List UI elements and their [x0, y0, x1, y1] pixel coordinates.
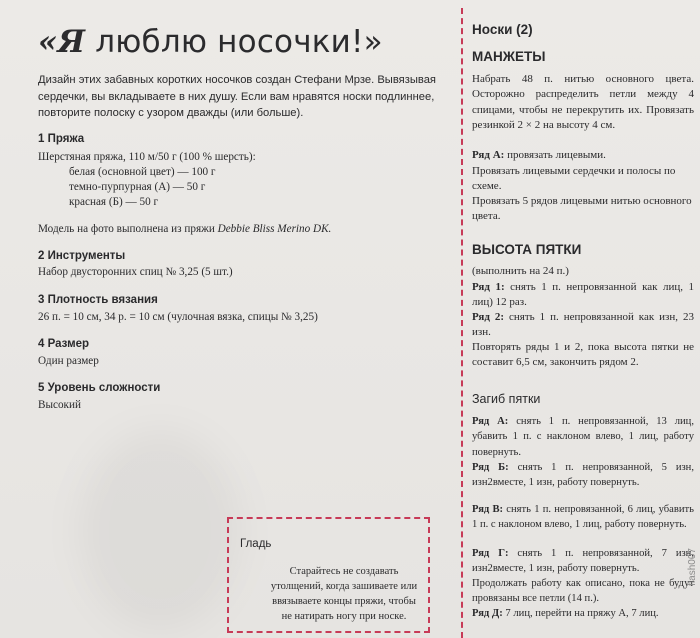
title-quote-open: «Я: [38, 24, 86, 60]
row-a-line: [472, 148, 694, 163]
heel-row-2: [472, 310, 694, 341]
tools-heading: 2 Инструменты: [38, 250, 126, 262]
row-a-label: Ряд А:: [472, 149, 505, 161]
model-yarn-brand: Debbie Bliss Merino DK.: [217, 223, 332, 235]
intro-paragraph: Дизайн этих забавных коротких носочков создан Стефани Мрзе. Вывязывая сердечки, вы вкладываете в них душу. Если вам нравятся носки подлиннее, повторите полоску с узором дважды (или больше).: [38, 74, 436, 119]
tools-text: Набор двусторонних спиц № 3,25 (5 шт.): [38, 266, 233, 278]
column-divider: [461, 8, 463, 638]
yarn-heading: 1 Пряжа: [38, 133, 85, 145]
turn-row-b-label: Ряд Б:: [472, 462, 509, 473]
turn-row-d-text: 7 лиц, перейти на пряжу А, 7 лиц.: [502, 608, 659, 619]
cuffs-title: МАНЖЕТЫ: [472, 49, 546, 64]
heel-row-2-text: снять 1 п. непровязанной как изн, 23 изн.: [472, 311, 694, 339]
page-shadow: [80, 430, 240, 630]
socks-title: Носки (2): [472, 22, 533, 37]
heel-row-2-label: Ряд 2:: [472, 311, 505, 323]
yarn-color-red: красная (Б) — 50 г: [69, 196, 159, 208]
size-text: Один размер: [38, 355, 99, 367]
hearts-text: Провязать лицевыми сердечки и полосы по схеме.: [472, 165, 676, 193]
gauge-heading: 3 Плотность вязания: [38, 294, 158, 306]
title-rest: люблю носочки!»: [95, 24, 383, 60]
row-a-text: провязать лицевыми.: [504, 149, 606, 161]
turn-row-g-label: Ряд Г:: [472, 548, 509, 559]
yarn-line: Шерстяная пряжа, 110 м/50 г (100 % шерсть):: [38, 151, 256, 163]
tip-title: Гладь: [240, 538, 272, 550]
turn-row-d: [472, 606, 694, 621]
difficulty-heading: 5 Уровень сложности: [38, 382, 161, 394]
turn-row-a-text: снять 1 п. непровязанной, 13 лиц, убавить 1 п. с наклоном влево, 1 лиц, работу повернуть.: [472, 416, 694, 458]
heel-note: (выполнить на 24 п.): [472, 265, 569, 277]
heel-row-1-label: Ряд 1:: [472, 281, 505, 293]
gauge-text: 26 п. = 10 см, 34 р. = 10 см (чулочная вязка, спицы № 3,25): [38, 311, 318, 323]
size-heading: 4 Размер: [38, 338, 90, 350]
heel-row-1: [472, 280, 694, 311]
heel-row-1-text: снять 1 п. непровязанной как лиц, 1 лиц) 12 раз.: [472, 281, 694, 309]
watermark: flash007: [687, 548, 698, 586]
continue-text: Продолжать работу как описано, пока не будут провязаны все петли (14 п.).: [472, 578, 694, 605]
yarn-color-purple: темно-пурпурная (А) — 50 г: [69, 181, 206, 193]
turn-row-d-label: Ряд Д:: [472, 608, 503, 619]
tip-text: Старайтесь не создавать утолщений, когда зашиваете или ввязываете концы пряжи, чтобы не натирать ногу при носке.: [270, 566, 418, 622]
heel-repeat: Повторять ряды 1 и 2, пока высота пятки не составит 6,5 см, закончить рядом 2.: [472, 341, 694, 369]
turn-row-a: [472, 414, 694, 460]
tip-box: [227, 517, 430, 633]
turn-row-v-text: снять 1 п. непровязанной, 6 лиц, убавить 1 п. с наклоном влево, 1 лиц, работу повернуть.: [472, 504, 694, 531]
turn-row-b-text: снять 1 п. непровязанной, 5 изн, изн2вместе, 1 изн, работу повернуть.: [472, 462, 694, 489]
cuffs-text: Набрать 48 п. нитью основного цвета. Осторожно распределить петли между 4 спицами, чтобы не перекрутить их. Провязать резинкой 2 × 2 на высоту 4 см.: [472, 73, 694, 131]
turn-row-g: [472, 546, 694, 577]
page-title: [38, 24, 383, 60]
difficulty-text: Высокий: [38, 399, 81, 411]
heel-turn-title: Загиб пятки: [472, 392, 541, 406]
heel-title: ВЫСОТА ПЯТКИ: [472, 242, 582, 257]
turn-row-g-text: снять 1 п. непровязанной, 7 изн, изн2вместе, 1 изн, работу повернуть.: [472, 548, 694, 575]
model-yarn-prefix: Модель на фото выполнена из пряжи: [38, 223, 218, 235]
five-rows-text: Провязать 5 рядов лицевыми нитью основного цвета.: [472, 195, 692, 223]
turn-row-b: [472, 460, 694, 491]
turn-row-v: [472, 502, 694, 533]
yarn-color-white: белая (основной цвет) — 100 г: [69, 166, 216, 178]
turn-row-v-label: Ряд В:: [472, 504, 504, 515]
model-yarn-line: [38, 223, 331, 235]
turn-row-a-label: Ряд А:: [472, 416, 509, 427]
